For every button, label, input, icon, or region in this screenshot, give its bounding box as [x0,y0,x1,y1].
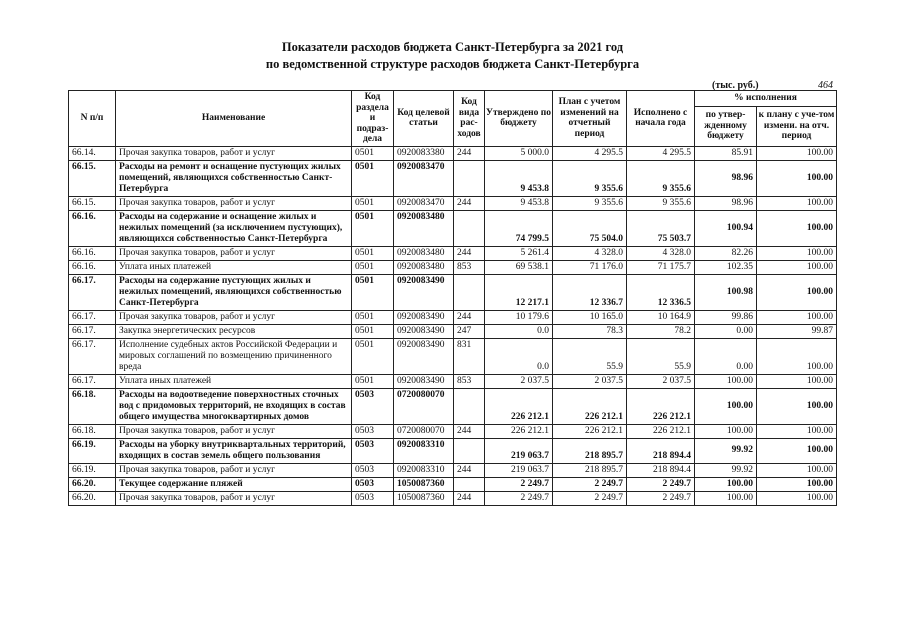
cell-name: Расходы на уборку внутриквартальных территорий, входящих в состав земель общего пользования [116,438,352,463]
cell-p2: 100.00 [757,146,837,160]
cell-utv: 9 453.8 [485,160,553,196]
cell-statya: 0920083480 [394,210,454,246]
header-utv: Утверждено по бюджету [485,91,553,147]
header-num: N п/п [69,91,116,147]
cell-p1: 99.92 [695,463,757,477]
cell-vid [454,210,485,246]
cell-p2: 100.00 [757,491,837,505]
cell-plan: 218 895.7 [553,463,627,477]
cell-vid [454,274,485,310]
table-row [69,146,837,160]
cell-isp: 4 295.5 [627,146,695,160]
cell-vid [454,438,485,463]
cell-utv: 74 799.5 [485,210,553,246]
cell-num: 66.18. [69,424,116,438]
cell-name: Уплата иных платежей [116,374,352,388]
cell-plan: 226 212.1 [553,388,627,424]
header-statya: Код целевой статьи [394,91,454,147]
cell-num: 66.17. [69,274,116,310]
cell-name: Расходы на водоотведение поверхностных сточных вод с придомовых территорий, не входящих в состав общего имущества многоквартирных домов [116,388,352,424]
table-row [69,491,837,505]
table-row [69,324,837,338]
cell-statya: 0920083470 [394,196,454,210]
cell-isp: 10 164.9 [627,310,695,324]
cell-p2: 100.00 [757,260,837,274]
cell-utv: 9 453.8 [485,196,553,210]
cell-p1: 100.00 [695,477,757,491]
cell-isp: 2 249.7 [627,491,695,505]
cell-statya: 0920083480 [394,246,454,260]
cell-num: 66.17. [69,324,116,338]
cell-isp: 226 212.1 [627,424,695,438]
cell-name: Прочая закупка товаров, работ и услуг [116,310,352,324]
cell-razdel: 0503 [352,477,394,491]
table-row [69,463,837,477]
cell-num: 66.20. [69,477,116,491]
cell-utv: 226 212.1 [485,424,553,438]
header-plan: План с учетом изменений на отчетный период [553,91,627,147]
cell-isp: 218 894.4 [627,438,695,463]
table-row [69,260,837,274]
cell-p2: 99.87 [757,324,837,338]
cell-vid: 244 [454,424,485,438]
units-label: (тыс. руб.) [712,80,759,91]
header-razdel: Код раздела и подраз-дела [352,91,394,147]
cell-utv: 226 212.1 [485,388,553,424]
cell-name: Уплата иных платежей [116,260,352,274]
cell-razdel: 0501 [352,260,394,274]
cell-name: Расходы на содержание и оснащение жилых и нежилых помещений (за исключением пустующих), являющихся собственностью Санкт-Петербурга [116,210,352,246]
cell-utv: 2 249.7 [485,477,553,491]
document-title-line1: Показатели расходов бюджета Санкт-Петербурга за 2021 год [281,40,624,54]
cell-p2: 100.00 [757,196,837,210]
cell-isp: 2 037.5 [627,374,695,388]
cell-isp: 55.9 [627,338,695,374]
cell-isp: 9 355.6 [627,196,695,210]
cell-name: Прочая закупка товаров, работ и услуг [116,246,352,260]
cell-plan: 9 355.6 [553,160,627,196]
cell-p1: 99.86 [695,310,757,324]
cell-name: Прочая закупка товаров, работ и услуг [116,463,352,477]
cell-num: 66.16. [69,210,116,246]
cell-statya: 1050087360 [394,491,454,505]
cell-razdel: 0501 [352,146,394,160]
table-row [69,210,837,246]
cell-isp: 78.2 [627,324,695,338]
cell-plan: 218 895.7 [553,438,627,463]
cell-razdel: 0503 [352,388,394,424]
header-pct-group: % исполнения [695,91,837,107]
cell-vid [454,388,485,424]
cell-utv: 0.0 [485,324,553,338]
cell-p2: 100.00 [757,160,837,196]
cell-name: Закупка энергетических ресурсов [116,324,352,338]
cell-plan: 78.3 [553,324,627,338]
cell-utv: 0.0 [485,338,553,374]
cell-isp: 9 355.6 [627,160,695,196]
table-row [69,196,837,210]
cell-p1: 82.26 [695,246,757,260]
cell-statya: 0920083310 [394,438,454,463]
cell-plan: 71 176.0 [553,260,627,274]
cell-plan: 2 037.5 [553,374,627,388]
cell-vid: 244 [454,491,485,505]
cell-statya: 0920083490 [394,338,454,374]
cell-p2: 100.00 [757,274,837,310]
cell-statya: 0920083310 [394,463,454,477]
cell-p1: 100.00 [695,491,757,505]
cell-razdel: 0503 [352,491,394,505]
cell-statya: 0920083380 [394,146,454,160]
cell-p1: 98.96 [695,196,757,210]
table-row [69,374,837,388]
header-pct-plan: к плану с уче-том измени. на отч. период [757,106,837,146]
table-row [69,160,837,196]
document-title-line2: по ведомственной структуре расходов бюджета Санкт-Петербурга [265,57,640,71]
cell-name: Прочая закупка товаров, работ и услуг [116,146,352,160]
cell-p2: 100.00 [757,438,837,463]
cell-p1: 98.96 [695,160,757,196]
cell-razdel: 0501 [352,246,394,260]
cell-vid: 853 [454,260,485,274]
cell-razdel: 0503 [352,463,394,477]
cell-statya: 1050087360 [394,477,454,491]
cell-plan: 226 212.1 [553,424,627,438]
cell-statya: 0920083470 [394,160,454,196]
cell-p1: 0.00 [695,338,757,374]
table-row [69,424,837,438]
cell-utv: 12 217.1 [485,274,553,310]
cell-p2: 100.00 [757,310,837,324]
cell-num: 66.16. [69,246,116,260]
cell-num: 66.20. [69,491,116,505]
cell-razdel: 0503 [352,438,394,463]
cell-name: Прочая закупка товаров, работ и услуг [116,196,352,210]
cell-utv: 2 249.7 [485,491,553,505]
cell-statya: 0720080070 [394,388,454,424]
cell-p1: 100.00 [695,424,757,438]
cell-razdel: 0503 [352,424,394,438]
cell-isp: 226 212.1 [627,388,695,424]
header-isp: Исполнено с начала года [627,91,695,147]
cell-p1: 0.00 [695,324,757,338]
table-row [69,246,837,260]
cell-isp: 75 503.7 [627,210,695,246]
cell-vid: 244 [454,246,485,260]
cell-p2: 100.00 [757,477,837,491]
cell-vid: 831 [454,338,485,374]
cell-utv: 5 261.4 [485,246,553,260]
cell-p1: 100.00 [695,388,757,424]
header-pct-utv: по утвер-жденному бюджету [695,106,757,146]
budget-table [68,90,837,506]
table-row [69,438,837,463]
cell-isp: 2 249.7 [627,477,695,491]
cell-utv: 219 063.7 [485,463,553,477]
cell-utv: 5 000.0 [485,146,553,160]
cell-name: Прочая закупка товаров, работ и услуг [116,424,352,438]
cell-vid: 244 [454,463,485,477]
cell-num: 66.17. [69,338,116,374]
cell-vid: 244 [454,196,485,210]
cell-num: 66.19. [69,438,116,463]
cell-num: 66.15. [69,196,116,210]
cell-p2: 100.00 [757,210,837,246]
cell-isp: 71 175.7 [627,260,695,274]
cell-name: Исполнение судебных актов Российской Федерации и мировых соглашений по возмещению причиненного вреда [116,338,352,374]
cell-name: Расходы на содержание пустующих жилых и нежилых помещений, являющихся собственностью Санкт-Петербурга [116,274,352,310]
cell-plan: 55.9 [553,338,627,374]
cell-num: 66.17. [69,310,116,324]
cell-plan: 75 504.0 [553,210,627,246]
cell-vid: 244 [454,146,485,160]
cell-plan: 2 249.7 [553,491,627,505]
cell-razdel: 0501 [352,274,394,310]
cell-vid: 244 [454,310,485,324]
cell-name: Расходы на ремонт и оснащение пустующих жилых помещений, являющихся собственностью Санкт-Петербурга [116,160,352,196]
cell-vid: 247 [454,324,485,338]
cell-num: 66.19. [69,463,116,477]
cell-razdel: 0501 [352,324,394,338]
cell-isp: 218 894.4 [627,463,695,477]
cell-p2: 100.00 [757,463,837,477]
cell-razdel: 0501 [352,374,394,388]
cell-p1: 100.00 [695,374,757,388]
cell-razdel: 0501 [352,196,394,210]
table-row [69,310,837,324]
cell-utv: 69 538.1 [485,260,553,274]
cell-razdel: 0501 [352,338,394,374]
cell-num: 66.16. [69,260,116,274]
cell-name: Прочая закупка товаров, работ и услуг [116,491,352,505]
table-row [69,338,837,374]
cell-name: Текущее содержание пляжей [116,477,352,491]
cell-isp: 4 328.0 [627,246,695,260]
cell-plan: 2 249.7 [553,477,627,491]
cell-p1: 99.92 [695,438,757,463]
cell-plan: 12 336.7 [553,274,627,310]
cell-statya: 0720080070 [394,424,454,438]
table-row [69,388,837,424]
cell-p1: 102.35 [695,260,757,274]
cell-razdel: 0501 [352,210,394,246]
cell-p2: 100.00 [757,338,837,374]
cell-p2: 100.00 [757,374,837,388]
cell-statya: 0920083490 [394,274,454,310]
cell-plan: 9 355.6 [553,196,627,210]
cell-vid [454,477,485,491]
cell-num: 66.17. [69,374,116,388]
cell-isp: 12 336.5 [627,274,695,310]
cell-razdel: 0501 [352,310,394,324]
cell-p2: 100.00 [757,424,837,438]
cell-plan: 4 328.0 [553,246,627,260]
cell-utv: 219 063.7 [485,438,553,463]
cell-utv: 2 037.5 [485,374,553,388]
cell-statya: 0920083490 [394,374,454,388]
cell-p2: 100.00 [757,246,837,260]
cell-statya: 0920083490 [394,324,454,338]
cell-plan: 10 165.0 [553,310,627,324]
cell-num: 66.14. [69,146,116,160]
header-name: Наименование [116,91,352,147]
cell-vid: 853 [454,374,485,388]
cell-plan: 4 295.5 [553,146,627,160]
table-row [69,477,837,491]
cell-utv: 10 179.6 [485,310,553,324]
cell-num: 66.15. [69,160,116,196]
header-vid: Код вида рас-ходов [454,91,485,147]
table-row [69,274,837,310]
cell-p1: 85.91 [695,146,757,160]
cell-statya: 0920083480 [394,260,454,274]
cell-statya: 0920083490 [394,310,454,324]
cell-p2: 100.00 [757,388,837,424]
cell-vid [454,160,485,196]
cell-p1: 100.94 [695,210,757,246]
page-number: 464 [818,80,833,91]
cell-p1: 100.98 [695,274,757,310]
cell-razdel: 0501 [352,160,394,196]
cell-num: 66.18. [69,388,116,424]
